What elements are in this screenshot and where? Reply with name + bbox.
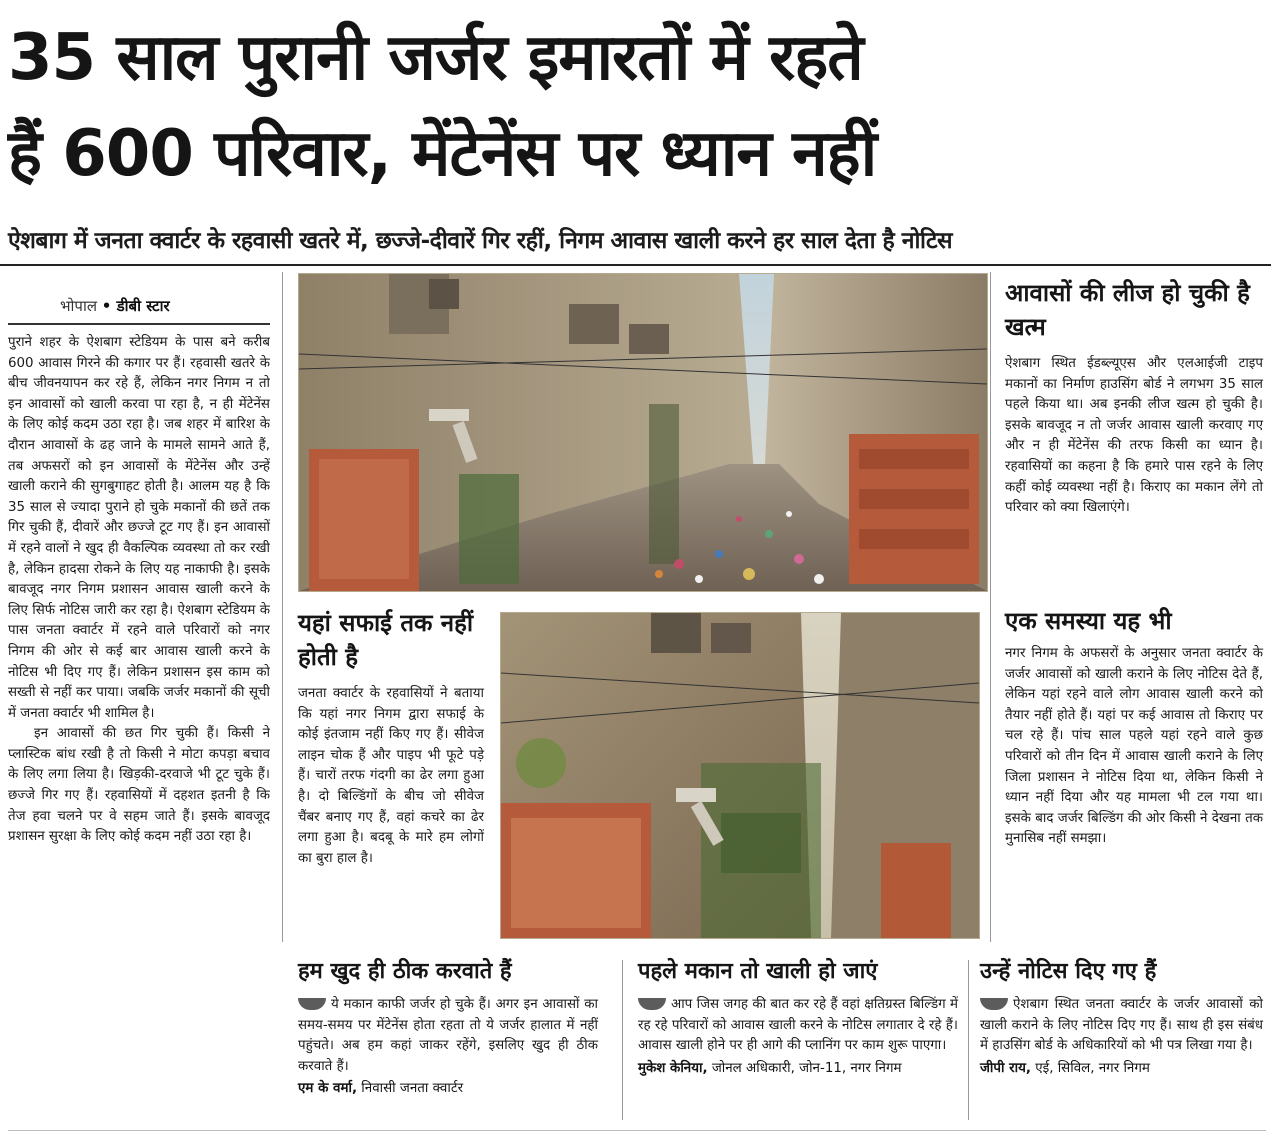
quote-3-role: एई, सिविल, नगर निगम bbox=[1035, 1060, 1150, 1076]
quote-2-name: मुकेश केनिया, bbox=[638, 1060, 708, 1076]
top-rule bbox=[0, 264, 1271, 266]
headline bbox=[8, 10, 1266, 202]
photo-wall-sewage bbox=[500, 612, 980, 939]
section-cleaning-heading: यहां सफाई तक नहीं होती है bbox=[298, 609, 474, 671]
quote-2-role: जोनल अधिकारी, जोन-11, नगर निगम bbox=[711, 1060, 902, 1076]
quote-block-1 bbox=[298, 955, 598, 1099]
byline-place: भोपाल bbox=[60, 297, 98, 315]
photo-alley-garbage bbox=[298, 273, 988, 592]
quote-1-role: निवासी जनता क्वार्टर bbox=[361, 1081, 464, 1097]
section-lease-text: ऐशबाग स्थित ईडब्ल्यूएस और एलआईजी टाइप मकानों का निर्माण हाउसिंग बोर्ड ने लगभग 35 साल पहले किया था। अब इनकी लीज खत्म हो चुकी है। इसके बावजूद न तो जर्जर आवास खाली करवाए गए और न ही मेंटेनेंस की तरफ किसी का ध्यान है। रहवासियों का कहना है कि हमारे पास रहने के लिए कहीं कोई व्यवस्था नहीं है। किराए का मकान लेंगे तो परिवार को क्या खिलाएंगे। bbox=[1005, 356, 1263, 516]
byline-bar bbox=[8, 323, 270, 325]
quote-1-heading: हम खुद ही ठीक करवाते हैं bbox=[298, 959, 512, 984]
section-problem-heading: एक समस्या यह भी bbox=[1005, 607, 1172, 635]
main-story bbox=[8, 333, 270, 1113]
byline: भोपाल • डीबी स्टार bbox=[60, 297, 170, 315]
quote-3-attribution bbox=[980, 1059, 1263, 1079]
deck-subheadline: ऐशबाग में जनता क्वार्टर के रहवासी खतरे में, छज्जे-दीवारें गिर रहीं, निगम आवास खाली करने हर साल देता है नोटिस bbox=[8, 228, 953, 254]
section-problem-text: नगर निगम के अफसरों के अनुसार जनता क्वार्टर के जर्जर आवासों को खाली कराने के लिए नोटिस देते हैं, लेकिन यहां रहने वाले लोग आवास खाली करने को तैयार नहीं होते हैं। यहां पर कई आवास तो किराए पर चल रहे हैं। पांच साल पहले यहां रहने वाले कुछ परिवारों को तीन दिन में आवास खाली कराने के लिए जिला प्रशासन ने नोटिस दिया था, लेकिन किसी ने ध्यान नहीं दिया और यह मामला भी टल गया था। इसके बाद जर्जर बिल्डिंग की ओर किसी ने देखना तक मुनासिब नहीं समझा। bbox=[1005, 646, 1263, 847]
quote-divider-2 bbox=[968, 960, 969, 1120]
quote-3-text: ऐशबाग स्थित जनता क्वार्टर के जर्जर आवासों को खाली कराने के लिए नोटिस दिए गए हैं। साथ ही इस संबंध में हाउसिंग बोर्ड के अधिकारियों को भी पत्र लिखा गया है। bbox=[980, 997, 1263, 1054]
section-lease-heading: आवासों की लीज हो चुकी है खत्म bbox=[1005, 279, 1250, 341]
quote-2-attribution bbox=[638, 1059, 958, 1079]
main-story-para-2: इन आवासों की छत गिर चुकी हैं। किसी ने प्लास्टिक बांध रखी है तो किसी ने मोटा कपड़ा बचाव के लिए लगा लिया है। खिड़की-दरवाजे भी टूट चुके हैं। छज्जे गिर गए हैं। रहवासियों में दहशत इतनी है कि तेज हवा चलने पर वे सहम जाते हैं। इसके बावजूद प्रशासन सुरक्षा के लिए कोई कदम नहीं उठा रहा है। bbox=[8, 726, 270, 845]
quote-1-text: ये मकान काफी जर्जर हो चुके हैं। अगर इन आवासों का समय-समय पर मेंटेनेंस होता रहता तो ये जर्जर हालात में नहीं पहुंचते। अब हम कहां जाकर रहेंगे, इसलिए खुद ही ठीक करवाते हैं। bbox=[298, 997, 598, 1074]
quote-block-3 bbox=[980, 955, 1263, 1079]
headline-line-1: 35 साल पुरानी जर्जर इमारतों में रहते bbox=[8, 21, 863, 95]
section-lease bbox=[1005, 276, 1263, 519]
headline-line-2: हैं 600 परिवार, मेंटेनेंस पर ध्यान नहीं bbox=[8, 117, 877, 191]
quote-3-body bbox=[980, 995, 1263, 1057]
quote-2-text: आप जिस जगह की बात कर रहे हैं वहां क्षतिग्रस्त बिल्डिंग में रह रहे परिवारों को आवास खाली करने के नोटिस लगातार दे रहे हैं। आवास खाली होने पर ही आगे की प्लानिंग पर काम शुरू पाएगा। bbox=[638, 997, 958, 1054]
quote-1-attribution bbox=[298, 1079, 598, 1099]
quote-3-heading: उन्हें नोटिस दिए गए हैं bbox=[980, 959, 1157, 984]
section-cleaning bbox=[298, 606, 484, 869]
quote-2-body bbox=[638, 995, 958, 1057]
section-cleaning-text: जनता क्वार्टर के रहवासियों ने बताया कि यहां नगर निगम द्वारा सफाई के कोई इंतजाम नहीं किए गए हैं। सीवेज लाइन चोक हैं और पाइप भी फूटे पड़े हैं। चारों तरफ गंदगी का ढेर लगा हुआ है। दो बिल्डिंगों के बीच जो सीवेज चैंबर बनाए गए हैं, वहां कचरे का ढेर लगा हुआ है। बदबू के मारे हम लोगों का बुरा हाल है। bbox=[298, 686, 484, 866]
bottom-rule bbox=[8, 1130, 1266, 1131]
quote-mark-icon bbox=[980, 998, 1008, 1010]
quote-mark-icon bbox=[638, 998, 666, 1010]
photo-wall-illustration bbox=[501, 613, 979, 938]
quote-1-name: एम के वर्मा, bbox=[298, 1081, 358, 1097]
quote-3-name: जीपी राय, bbox=[980, 1060, 1031, 1076]
quote-1-body bbox=[298, 995, 598, 1077]
right-column-divider bbox=[990, 272, 991, 942]
quote-divider-1 bbox=[622, 960, 623, 1120]
quote-block-2 bbox=[638, 955, 958, 1079]
column-divider bbox=[282, 272, 283, 942]
section-problem bbox=[1005, 604, 1263, 850]
byline-source: डीबी स्टार bbox=[116, 297, 170, 315]
main-story-para-1: पुराने शहर के ऐशबाग स्टेडियम के पास बने करीब 600 आवास गिरने की कगार पर हैं। रहवासी खतरे के बीच जीवनयापन कर रहे हैं, लेकिन नगर निगम न तो इन आवासों को खाली करवा पा रहा है, न ही मेंटेनेंस के लिए कोई कदम उठा रहा है। जब शहर में बारिश के दौरान आवासों के ढह जाने के मामले सामने आते हैं, तब अफसरों को इन आवासों के मेंटेनेंस और उन्हें खाली कराने की सुगबुगाहट होती है। आलम यह है कि 35 साल से ज्यादा पुराने हो चुके मकानों की छतें तक गिर चुकी हैं, दीवारें और छज्जे टूट गए हैं। इन आवासों में रहने वालों ने खुद ही वैकल्पिक व्यवस्था तो कर रखी है, लेकिन हादसा रोकने के लिए यह नाकाफी है। इसके बावजूद नगर निगम प्रशासन आवास खाली करने के लिए सिर्फ नोटिस जारी कर रहा है। ऐशबाग स्टेडियम के पास जनता क्वार्टर में रहने वाले परिवारों को नगर निगम की ओर से कई बार आवास खाली करने के नोटिस भी दिए गए हैं। लेकिन प्रशासन इस काम को सख्ती से नहीं कर पाया। जबकि जर्जर मकानों की सूची में जनता क्वार्टर भी शामिल है। bbox=[8, 335, 270, 721]
quote-mark-icon bbox=[298, 998, 326, 1010]
photo-alley-illustration bbox=[299, 274, 987, 591]
quote-2-heading: पहले मकान तो खाली हो जाएं bbox=[638, 959, 878, 984]
